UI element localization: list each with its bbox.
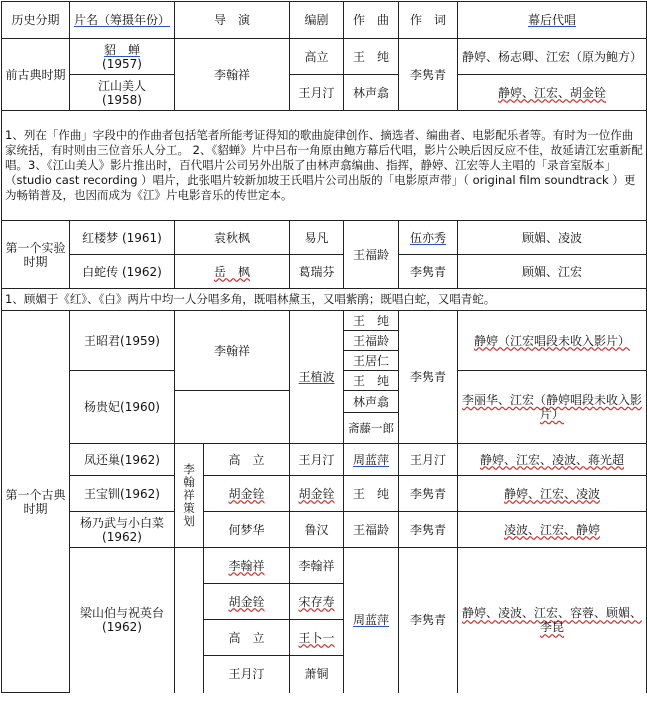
composer-cell: 王 纯: [344, 476, 399, 512]
lyricist-cell: 伍亦秀: [399, 221, 458, 255]
director-cell: 胡金铨: [204, 584, 290, 620]
film-cell: 貂 蝉 (1957): [70, 39, 175, 75]
lyricist-cell: 李隽青: [399, 476, 458, 512]
table-row: [2, 39, 647, 75]
composer-cell: 周蓝萍: [344, 444, 399, 476]
composer-cell: 斋藤一郎: [344, 413, 399, 444]
composer-cell: 王居仁: [344, 351, 399, 371]
writer-cell: 王月汀: [290, 75, 344, 111]
lyricist-cell: 李隽青: [399, 512, 458, 548]
singer-cell: 顾媚、凌波: [458, 221, 647, 255]
singer-cell: 顾媚、江宏: [458, 255, 647, 289]
writer-cell: 王植波: [290, 311, 344, 444]
composer-cell: 王 纯: [344, 39, 399, 75]
header-writer: 编剧: [290, 2, 344, 39]
film-cell: 杨乃武与小白菜(1962): [70, 512, 175, 548]
director-cell: 岳 枫: [175, 255, 290, 289]
director-cell: 高 立: [204, 444, 290, 476]
composer-cell: 王 纯: [344, 311, 399, 331]
film-music-table: [1, 1, 647, 693]
singer-cell: 凌波、江宏、静婷: [458, 512, 647, 548]
lyricist-cell: 李隽青: [399, 255, 458, 289]
film-cell: 凤还巢(1962): [70, 444, 175, 476]
table-row: [2, 444, 647, 476]
film-cell: 江山美人 (1958): [70, 75, 175, 111]
lyricist-cell: 李隽青: [399, 311, 458, 444]
note-row: [2, 111, 647, 221]
lyricist-cell: 李隽青: [399, 548, 458, 693]
writer-cell: 易凡: [290, 221, 344, 255]
singer-cell: 静婷、凌波、江宏、容蓉、顾媚、李昆: [458, 548, 647, 693]
writer-cell: 鲁汉: [290, 512, 344, 548]
composer-cell: 王福龄: [344, 331, 399, 351]
film-cell: 杨贵妃(1960): [70, 371, 175, 444]
singer-cell: 静婷、江宏、凌波、蒋光超: [458, 444, 647, 476]
note-text: 1、顾媚于《红》、《白》两片中均一人分唱多角，既唱林黛玉，又唱紫鹃；既唱白蛇，又唱青蛇。: [2, 289, 647, 311]
singer-cell: 静婷、杨志卿、江宏（原为鲍方）: [458, 39, 647, 75]
composer-cell: 王 纯: [344, 371, 399, 391]
writer-cell: 王月汀: [290, 444, 344, 476]
composer-cell: 王福龄: [344, 221, 399, 289]
note-text: 1、列在「作曲」字段中的作曲者包括笔者所能考证得知的歌曲旋律创作、摘选者、编曲者、电影配乐者等。有时为一位作曲家统括，有时则由三位音乐人分工。 2、《貂蝉》片中吕布一角原由鲍方幕后代唱，影片公映后因反应不佳，故延请江宏重新配唱。3、《江山美人》影片推出时，百代唱片公司另外出版了由林声翕编曲、指挥，静婷、江宏等人主唱的「录音室版本」（studio cast recording ）唱片，此张唱片较新加坡王氏唱片公司出版的「电影原声带」（ original film soundtrack ）更为畅销普及，也因而成为《江》片电影音乐的传世定本。: [2, 111, 647, 221]
film-cell: 红楼梦 (1961): [70, 221, 175, 255]
lyricist-cell: 李隽青: [399, 39, 458, 111]
table-row: [2, 75, 647, 111]
table-row: [2, 311, 647, 331]
film-cell: 梁山伯与祝英台(1962): [70, 548, 175, 693]
director-cell: 李翰祥: [175, 39, 290, 111]
writer-cell: 萧铜: [290, 656, 344, 693]
planner-cell: 李翰祥策划: [175, 444, 204, 548]
spacer-cell: [175, 548, 204, 693]
composer-cell: 林声翕: [344, 391, 399, 413]
singer-cell: 李丽华、江宏（静婷唱段未收入影片）: [458, 371, 647, 444]
singer-cell: 静婷、江宏、胡金铨: [458, 75, 647, 111]
singer-cell: 静婷、江宏、凌波: [458, 476, 647, 512]
film-cell: 白蛇传 (1962): [70, 255, 175, 289]
table-row: [2, 221, 647, 255]
film-cell: 王宝钏(1962): [70, 476, 175, 512]
film-cell: 王昭君(1959): [70, 311, 175, 371]
director-cell-continued: [175, 391, 290, 444]
note-row: [2, 289, 647, 311]
director-cell: 李翰祥: [175, 311, 290, 391]
writer-cell: 王卜一: [290, 620, 344, 656]
writer-cell: 胡金铨: [290, 476, 344, 512]
director-cell: 袁秋枫: [175, 221, 290, 255]
singer-cell: 静婷（江宏唱段未收入影片）: [458, 311, 647, 371]
header-row: [2, 2, 647, 39]
period-cell: 第一个实验时期: [2, 221, 70, 289]
header-period: 历史分期: [2, 2, 70, 39]
table-row: [2, 476, 647, 512]
writer-cell: 高立: [290, 39, 344, 75]
lyricist-cell: 王月汀: [399, 444, 458, 476]
composer-cell: 王福龄: [344, 512, 399, 548]
writer-cell: 李翰祥: [290, 548, 344, 584]
header-composer: 作 曲: [344, 2, 399, 39]
composer-cell: 周蓝萍: [344, 548, 399, 693]
director-cell: 高 立: [204, 620, 290, 656]
table-row: [2, 512, 647, 548]
period-cell: 前古典时期: [2, 39, 70, 111]
director-cell: 王月汀: [204, 656, 290, 693]
director-cell: 胡金铨: [204, 476, 290, 512]
period-cell: 第一个古典时期: [2, 311, 70, 693]
header-lyricist: 作 词: [399, 2, 458, 39]
composer-cell: 林声翕: [344, 75, 399, 111]
writer-cell: 葛瑞芬: [290, 255, 344, 289]
director-cell: 何梦华: [204, 512, 290, 548]
header-film: 片名（筹摄年份）: [70, 2, 175, 39]
director-cell: 李翰祥: [204, 548, 290, 584]
table-row: [2, 548, 647, 584]
header-director: 导 演: [175, 2, 290, 39]
table-row: [2, 255, 647, 289]
writer-cell: 宋存寿: [290, 584, 344, 620]
header-singer: 幕后代唱: [458, 2, 647, 39]
